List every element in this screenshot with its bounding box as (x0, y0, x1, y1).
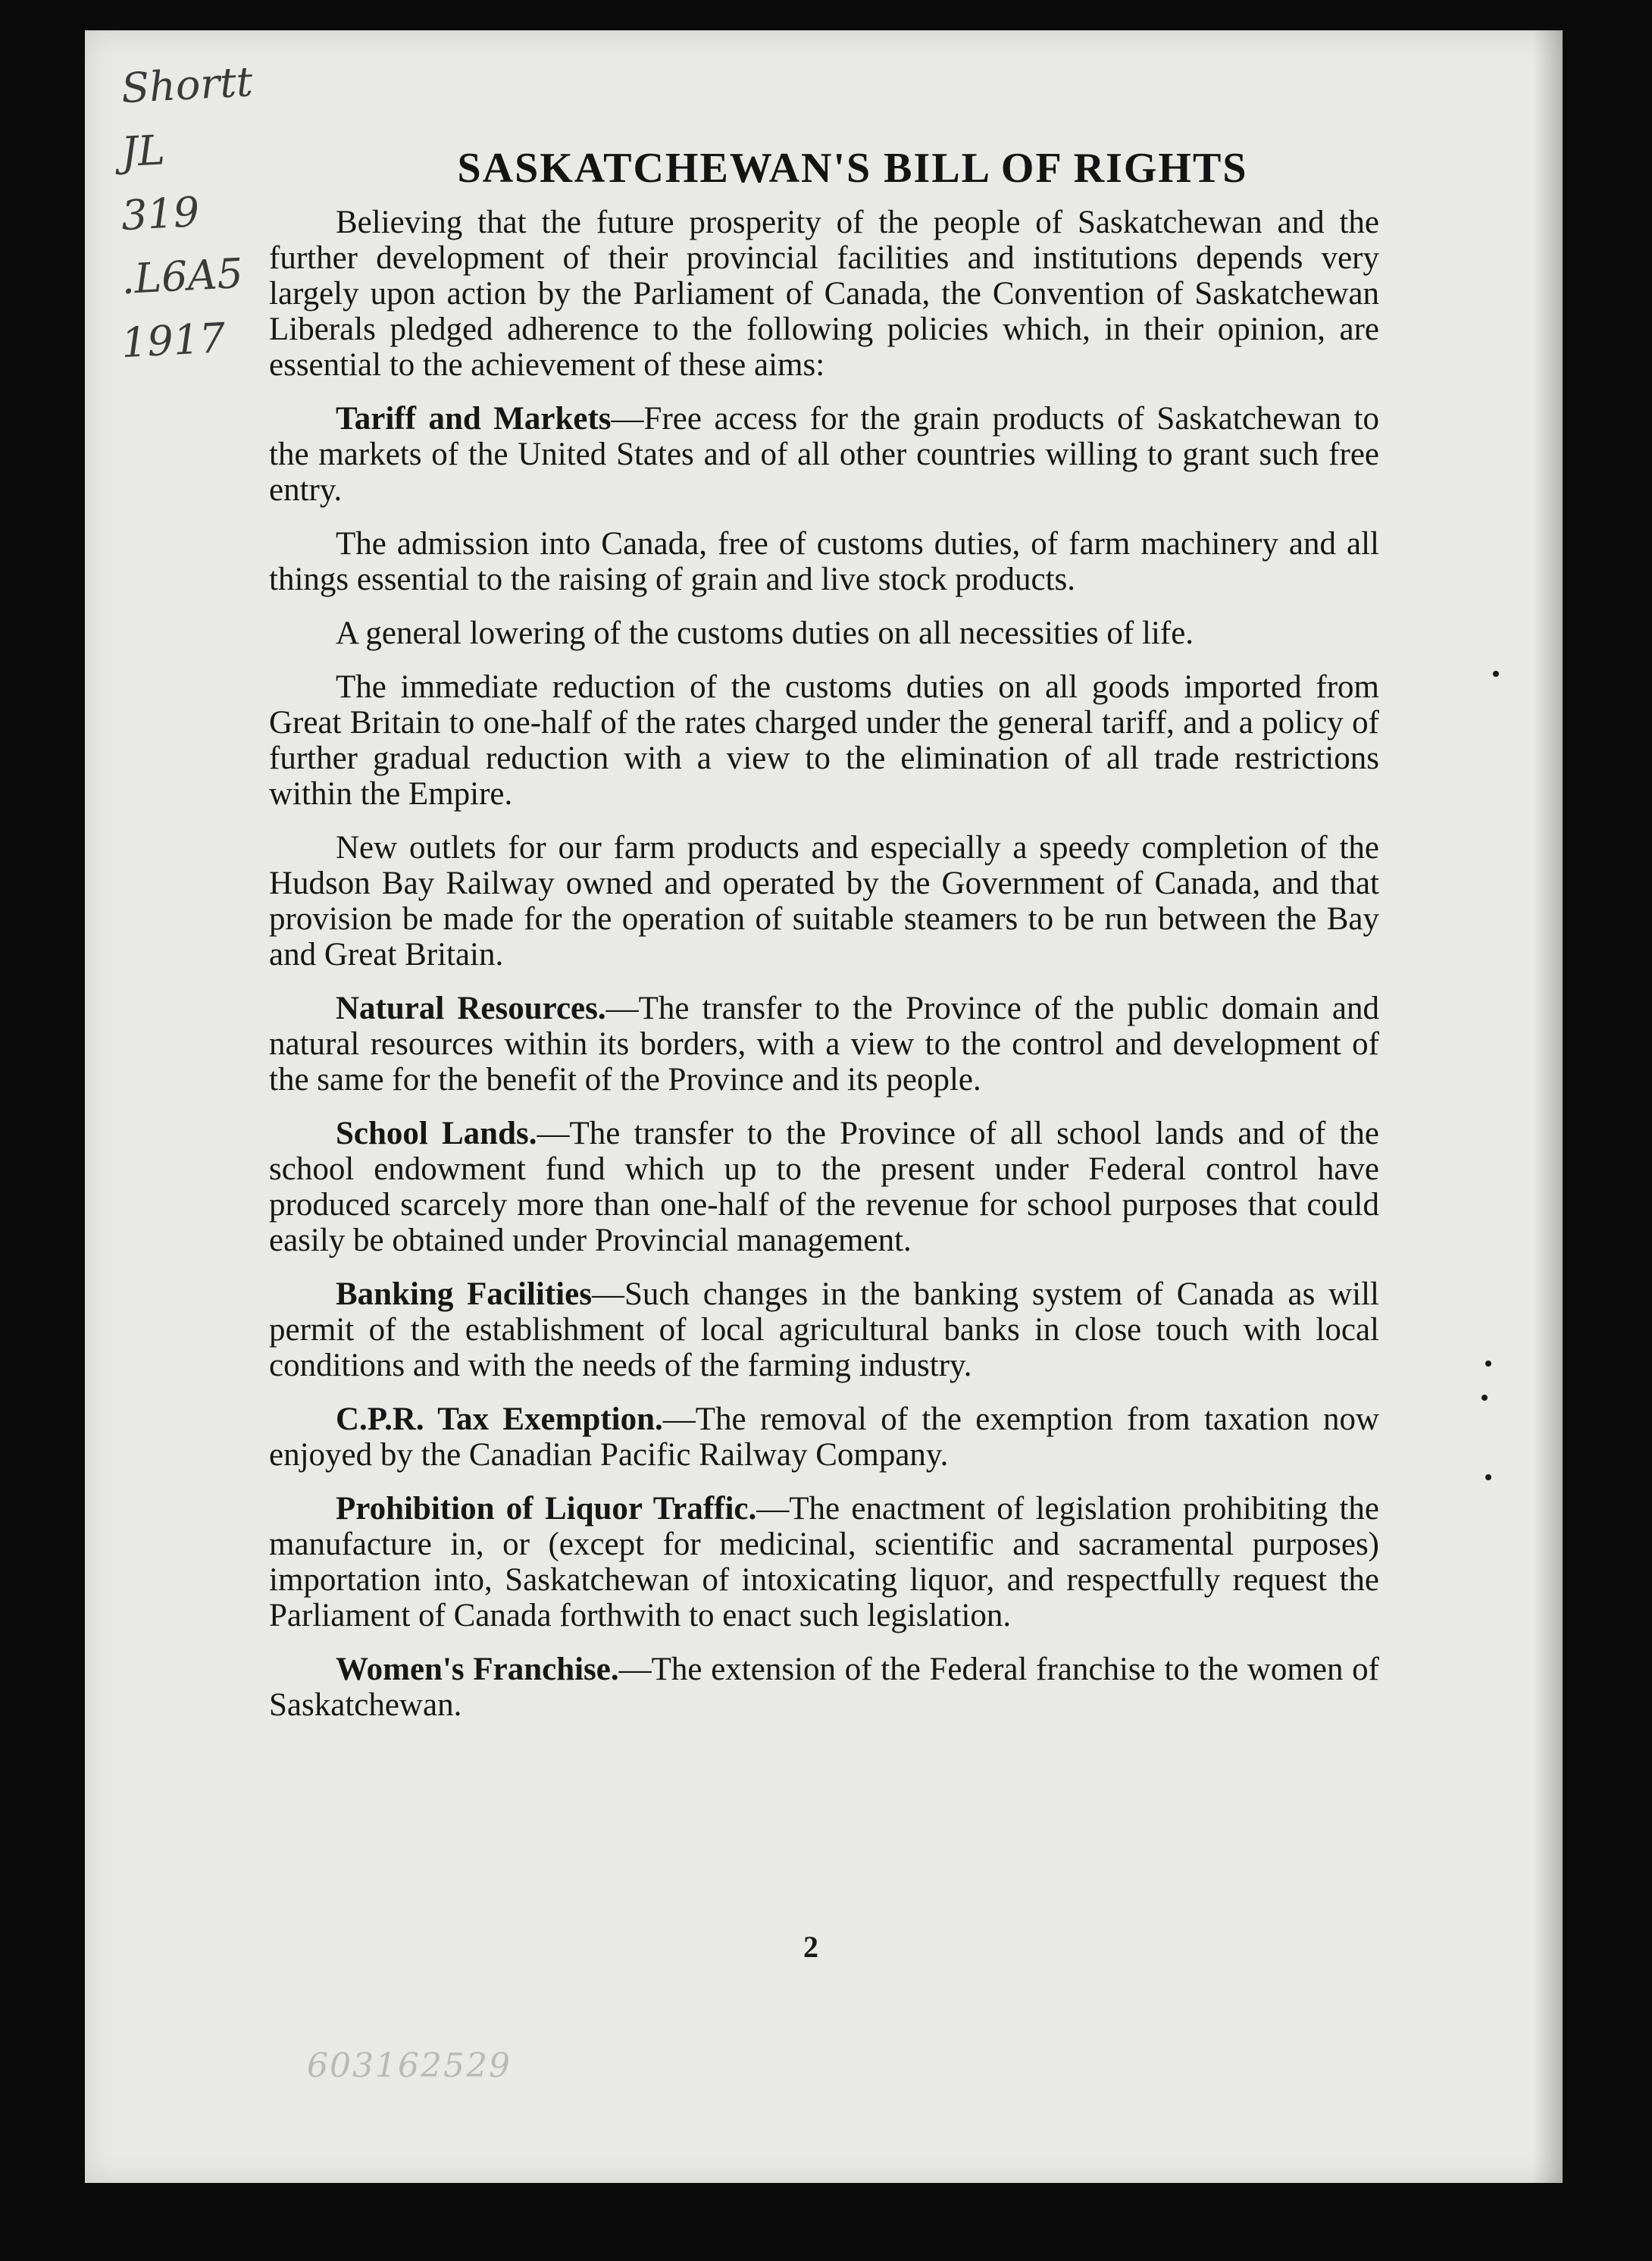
paragraph-banking (269, 1276, 1379, 1383)
paragraph-heading: C.P.R. Tax Exemption. (336, 1401, 663, 1437)
scan-speck (1485, 1361, 1491, 1367)
margin-note-line: 1917 (120, 314, 227, 368)
paragraph-heading: School Lands. (336, 1116, 537, 1151)
margin-note-line: Shortt (120, 58, 255, 113)
paragraph-text: A general lowering of the customs duties on all necessities of life. (336, 615, 1194, 651)
paragraph-cpr-tax (269, 1401, 1379, 1473)
paragraph-prohibition (269, 1491, 1379, 1633)
paragraph-womens-franchise (269, 1652, 1379, 1723)
margin-note-line: JL (120, 126, 167, 177)
paragraph-text: —The transfer to the Province of the public domain and natural resources within its borders, with a view to the control and development of the same for the benefit of the Province and its people. (269, 991, 1379, 1098)
paragraph-heading: Natural Resources. (336, 991, 606, 1026)
handwritten-call-number (121, 53, 273, 371)
document-body (269, 205, 1379, 1741)
document-title: SASKATCHEWAN'S BILL OF RIGHTS (457, 145, 1248, 192)
archive-stamp: 603162529 (307, 2046, 512, 2085)
paragraph-text: —The extension of the Federal franchise to the women of Saskatchewan. (269, 1652, 1379, 1723)
paragraph-text: —Such changes in the banking system of Canada as will permit of the establishment of local agricultural banks in close touch with local conditions and with the needs of the farming industry. (269, 1276, 1380, 1383)
paragraph-heading: Banking Facilities (336, 1276, 592, 1312)
paragraph-text: Believing that the future prosperity of the people of Saskatchewan and the further development of their provincial facilities and institutions depends very largely upon action by the Parliament of Canada, the Convention of Saskatchewan Liberals pledged adherence to the following policies which, in their opinion, are essential to the achievement of these aims: (269, 205, 1379, 383)
paragraph-farm-machinery (269, 526, 1379, 597)
paragraph-heading: Prohibition of Liquor Traffic. (336, 1491, 757, 1527)
paragraph-text: New outlets for our farm products and especially a speedy completion of the Hudson Bay Railway owned and operated by the Government of Canada, and that provision be made for the operation of suitable steamers to be run between the Bay and Great Britain. (269, 830, 1379, 972)
paragraph-text: —The enactment of legislation prohibiting the manufacture in, or (except for medicinal, scientific and sacramental purposes) importation into, Saskatchewan of intoxicating liquor, and respectfully request the Parliament of Canada forthwith to enact such legislation. (269, 1491, 1379, 1633)
paragraph-lowering-duties (269, 615, 1379, 651)
page-number: 2 (803, 1930, 818, 1964)
margin-note-line: 319 (120, 187, 201, 240)
paragraph-natural-resources (269, 991, 1379, 1098)
paragraph-text: The immediate reduction of the customs duties on all goods imported from Great Britain to one-half of the rates charged under the general tariff, and a policy of further gradual reduction with a view to the elimination of all trade restrictions within the Empire. (269, 669, 1379, 812)
paragraph-text: —Free access for the grain products of Saskatchewan to the markets of the United States and of all other countries willing to grant such free entry. (269, 401, 1379, 508)
scan-speck (1481, 1395, 1488, 1401)
paragraph-school-lands (269, 1116, 1379, 1258)
scan-speck (1493, 671, 1499, 677)
paragraph-text: —The transfer to the Province of all school lands and of the school endowment fund which up to the present under Federal control have produced scarcely more than one-half of the revenue for school purposes that could easily be obtained under Provincial management. (269, 1116, 1380, 1258)
paragraph-hudson-bay (269, 830, 1379, 972)
scan-speck (1485, 1474, 1491, 1480)
paragraph-preamble (269, 205, 1379, 383)
paragraph-heading: Women's Franchise. (336, 1652, 619, 1687)
paragraph-text: The admission into Canada, free of customs duties, of farm machinery and all things essential to the raising of grain and live stock products. (269, 526, 1379, 597)
margin-note-line: .L6A5 (120, 249, 245, 304)
paragraph-text: —The removal of the exemption from taxation now enjoyed by the Canadian Pacific Railway Company. (269, 1401, 1380, 1473)
paragraph-tariff-markets (269, 401, 1379, 508)
paragraph-great-britain (269, 669, 1379, 812)
paragraph-heading: Tariff and Markets (336, 401, 612, 437)
